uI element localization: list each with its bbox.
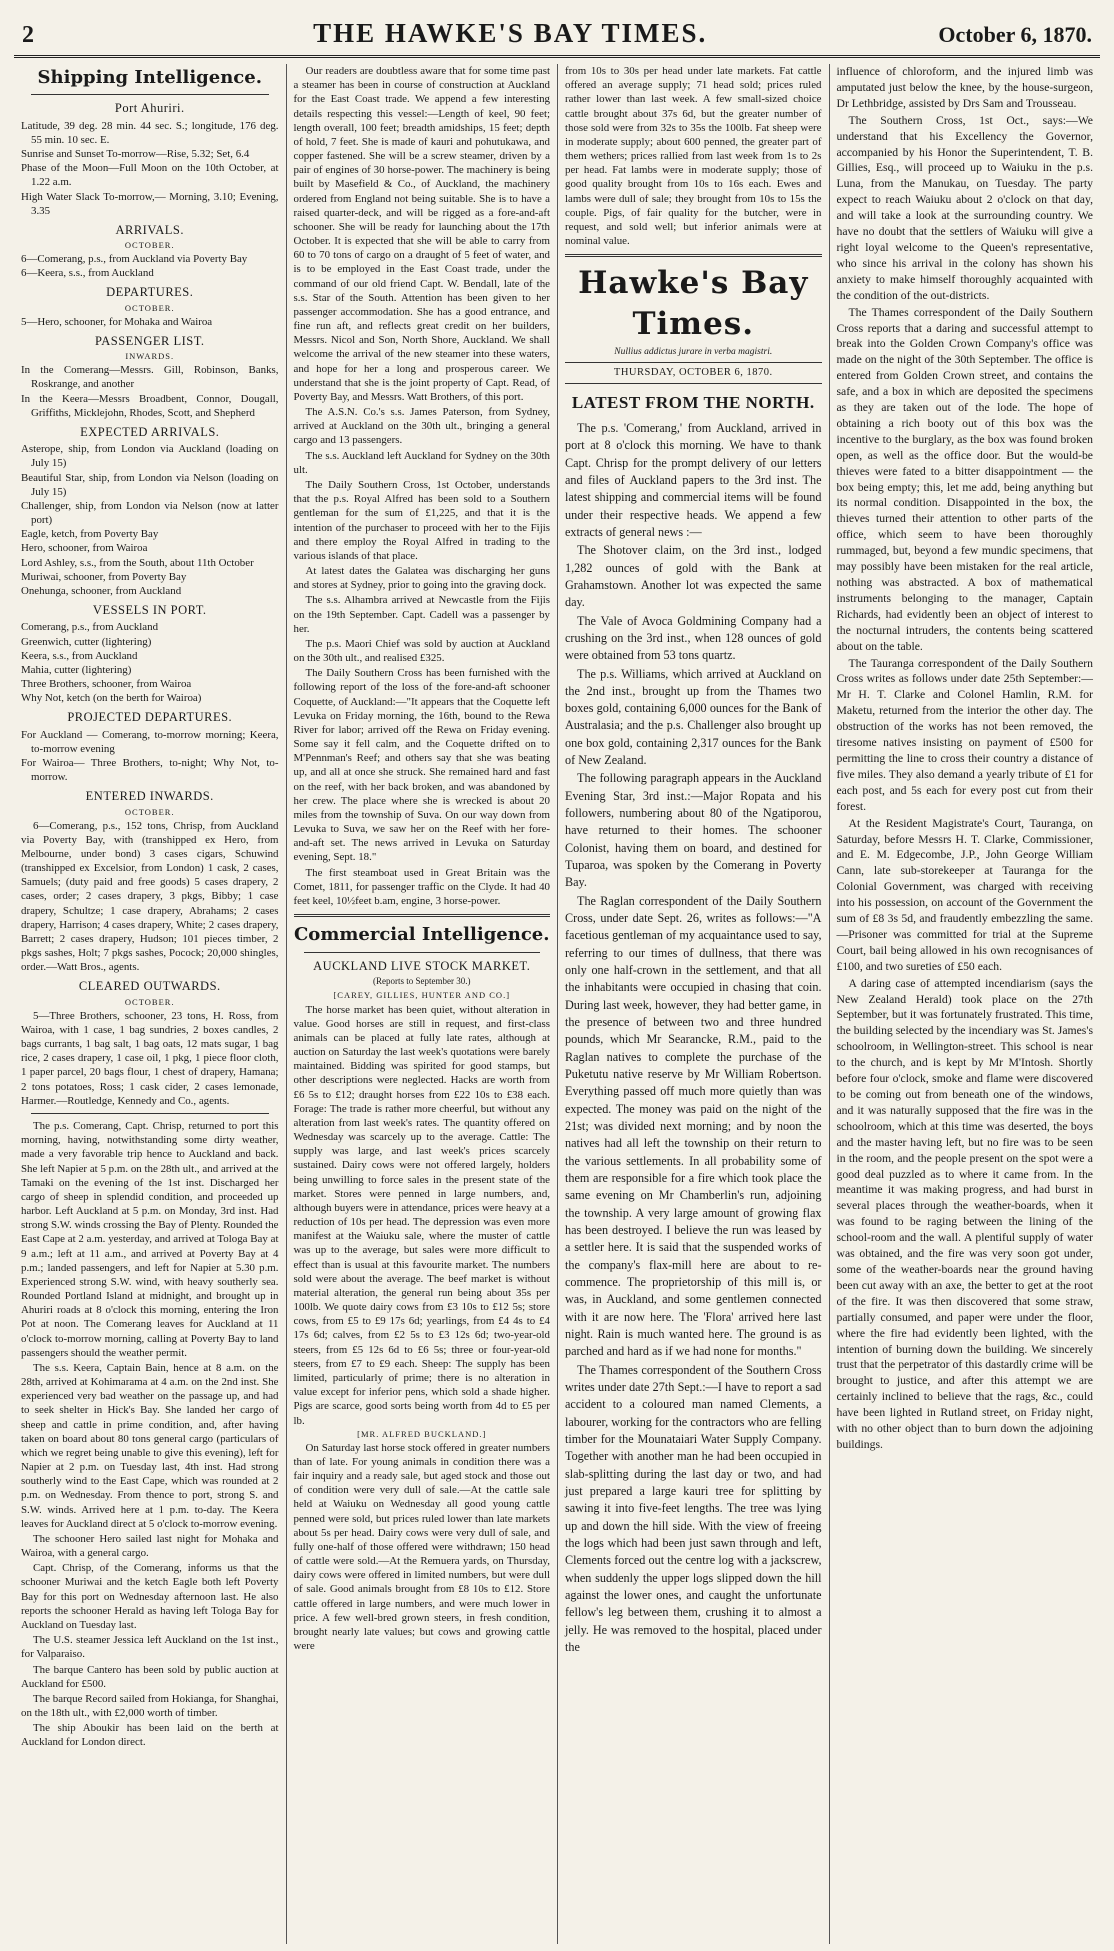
- lead-paragraph: The p.s. 'Comerang,' from Auckland, arrived in port at 8 o'clock this morning. We have to thank Capt. Chrisp for the prompt delivery of our letters and files of Auckland papers to the 3rd inst. The latest shipping and commercial items will be found under their respective heads. We append a few extracts of general news :—: [565, 420, 822, 539]
- port-line: Phase of the Moon—Full Moon on the 10th October, at 1.22 a.m.: [21, 162, 279, 189]
- article-paragraph: The Daily Southern Cross, 1st October, understands that the p.s. Royal Alfred has been sold to a Southern gentleman for the sum of £1,225, and that it is the intention of the purchaser to proceed with her to the Fijis and there employ the Royal Alfred in trading to the various islands of that place.: [293, 478, 550, 562]
- port-line: Latitude, 39 deg. 28 min. 44 sec. S.; longitude, 176 deg. 55 min. 10 sec. E.: [21, 119, 279, 146]
- arrivals-month: OCTOBER.: [124, 240, 175, 251]
- news-paragraph: The following paragraph appears in the Auckland Evening Star, 3rd inst.:—Major Ropata and his followers, numbering about 80 of the Ngatiporou, have returned to their homes. The schooner Colonist, having them on board, and destined for Tuparoa, was spoken by the Comerang in Poverty Bay.: [565, 771, 822, 890]
- entered-title: ENTERED INWARDS.: [85, 789, 214, 804]
- divider: [565, 254, 822, 257]
- latest-title: LATEST FROM THE NORTH.: [571, 392, 815, 412]
- article-paragraph: Our readers are doubtless aware that for some time past a steamer has been in course of construction at Auckland for the East Coast trade. We append a few interesting details respecting this vessel:—Length of keel, 90 feet; length overall, 100 feet; breadth amidships, 15 feet; depth of hold, 7 feet. She is made of kauri and pohutukawa, and copper fastened. She will be a screw steamer, driven by a pair of engines of 30 horse-power. The machinery is being built by Masefield & Co., of Auckland, the machinery ordered from England not being suitable. She is to have a raised quarter-deck, and will be rigged as a fore-and-aft schooner. She will be ready for launching about the 17th October. It is expected that she will be able to carry from 60 to 70 tons of cargo on a draught of 5 feet of water, and is to be employed in the East Coast trade, under the command of our old friend Capt. W. Bendall, late of the s.s. Star of the South. Attention has been given to her passenger accommodation. She has a good entrance, and fine run aft, and reflects great credit on her builders, Messrs. Nicol and Son, North Shore, Auckland. We shall welcome the arrival of the new steamer into these waters, and hope for her a long and prosperous career. We understand that she is the joint property of Capt. Read, of Poverty Bay, and Messrs. Watt Brothers, of this port.: [293, 65, 550, 403]
- masthead: [14, 18, 1100, 58]
- news-paragraph: The Vale of Avoca Goldmining Company had a crushing on the 3rd inst., when 128 ounces of gold were obtained from 53 tons quartz.: [565, 613, 822, 663]
- inport-item: Three Brothers, schooner, from Wairoa: [21, 678, 192, 691]
- inport-item: Greenwich, cutter (lightering): [21, 635, 152, 648]
- port-line: High Water Slack To-morrow,— Morning, 3.10; Evening, 3.35: [21, 190, 279, 217]
- news-paragraph: The p.s. Williams, which arrived at Auckland on the 2nd inst., brought up from the Thames two boxes gold, containing 6,000 ounces for the Bank of Australasia; and the p.s. Challenger also brought up one box gold, containing 2,317 ounces for the Bank of New Zealand.: [565, 666, 822, 768]
- port-line: Sunrise and Sunset To-morrow—Rise, 5.32; Set, 6.4: [21, 147, 250, 160]
- news-paragraph: The Tauranga correspondent of the Daily Southern Cross writes as follows under date 25th September:—Mr H. T. Clarke and Colonel Hamlin, R.M. for Maketu, returned from the interior the other day. The obstruction of the works has not been removed, the tiresome natives insisting on payment of £500 for permitting the line to cross their country a distance of five miles. They also demand a yearly tribute of £1 for each post, and 5s each for every post cut from their forest.: [836, 656, 1093, 813]
- article-paragraph: The s.s. Auckland left Auckland for Sydney on the 30th ult.: [293, 449, 550, 476]
- inport-item: Why Not, ketch (on the berth for Wairoa): [21, 692, 202, 705]
- divider: [31, 1113, 269, 1114]
- expected-title: EXPECTED ARRIVALS.: [80, 424, 220, 439]
- expected-item: Lord Ashley, s.s., from the South, about 11th October: [21, 556, 254, 569]
- news-paragraph: At the Resident Magistrate's Court, Tauranga, on Saturday, before Messrs H. T. Clarke, Commissioner, and E. M. Edgecombe, J.P., John George William Cann, late sub-storekeeper at Tauranga for the Colonial Government, was charged with receiving into his possession, on account of the Government the sum of £8 3s 5d, and fraudently embezzling the same.—Prisoner was committed for trial at the Supreme Court, bail being allowed in his own recognisances of £100, and two sureties of £50 each.: [836, 816, 1093, 973]
- news-paragraph: The Thames correspondent of the Southern Cross writes under date 27th Sept.:—I have to report a sad accident to a coloured man named Clements, a labourer, working for the contractors who are felling timber for the Mounataiari Water Supply Company. Together with another man he had been occupied in slab-splitting during the last day or two, and had just prepared a large kauri tree for splitting by sawing it into five-feet lengths. The tree was lying up and down the hill side. With the view of freeing the logs which had been just sawn through and left, Clements forced out the centre log with a jackscrew, when suddenly the upper logs slipped down the hill against the lower ones, and caught the unfortunate fellow's leg between them, crushing it to almost a jelly. He was removed to the hospital, placed under the: [565, 1362, 822, 1654]
- passenger-sub: INWARDS.: [125, 351, 175, 362]
- passenger-title: PASSENGER LIST.: [94, 333, 205, 348]
- inport-title: VESSELS IN PORT.: [92, 603, 207, 618]
- market-firm-2: [MR. ALFRED BUCKLAND.]: [357, 1428, 487, 1439]
- column-1: [14, 64, 286, 1944]
- market-title: AUCKLAND LIVE STOCK MARKET.: [313, 958, 531, 973]
- inport-item: Mahia, cutter (lightering): [21, 663, 132, 676]
- departure-item: 5—Hero, schooner, for Mohaka and Wairoa: [21, 315, 213, 328]
- paper-date: THURSDAY, OCTOBER 6, 1870.: [565, 362, 822, 384]
- shipping-paragraph: The s.s. Keera, Captain Bain, hence at 8 a.m. on the 28th, arrived at Kohimarama at 4 a.m. on the 2nd inst. She experienced very bad weather on the passage up, and had to seek shelter in Hick's Bay. She landed her cargo of sheep and cattle in prime condition, and, after having taken on board about 80 tons general cargo (particulars of which we regret being unable to give this evening), left for Napier at 2 p.m. on Tuesday last, 4th inst. Had strong southerly wind to the East Cape, which was rounded at 2 p.m. on Wednesday. From thence to port, strong S. and S.W. winds. Arrived here at 1 p.m. to-day. The Keera leaves for Auckland direct at 5 o'clock to-morrow evening.: [21, 1361, 279, 1530]
- article-paragraph: The Daily Southern Cross has been furnished with the following report of the loss of the fore-and-aft schooner Coquette, of Auckland:—"It appears that the Coquette left Levuka on Friday morning, the 16th, bound to the Rewa River for labor; arrived off the Rewa on Friday evening. Some say it fell calm, and the Coquette drifted on to M'Pennman's Reef; and others say that she was beating up, and all at once she struck. She remained hard and fast on the reef, with her back broken, and was abandoned by her crew. The place where she is wrecked is about 20 miles from the township of Suva. On our way down from Levuka to Suva, we saw her on the Reef with her fore-and-aft set. The news arrived in Levuka on Saturday evening, Sept. 18.": [293, 667, 550, 864]
- divider: [304, 952, 541, 953]
- motto: Nullius addictus jurare in verba magistri.: [614, 346, 773, 357]
- arrivals-title: ARRIVALS.: [115, 222, 185, 237]
- newspaper-title: THE HAWKE'S BAY TIMES.: [313, 18, 708, 48]
- divider: [31, 94, 269, 95]
- shipping-paragraph: The barque Record sailed from Hokianga, for Shanghai, on the 18th ult., with £2,000 worth of timber.: [21, 1692, 279, 1720]
- shipping-paragraph: The barque Cantero has been sold by public auction at Auckland for £500.: [21, 1663, 279, 1690]
- passenger-item: In the Keera—Messrs Broadbent, Connor, Dougall, Griffiths, Micklejohn, Rhodes, Scott, and Shepherd: [21, 392, 279, 419]
- page-number: 2: [22, 22, 34, 48]
- news-paragraph: The Thames correspondent of the Daily Southern Cross reports that a daring and successful attempt to break into the Golden Crown Company's office was made on the night of the 30th September. The office is entered from Golden Crown street, and contains the safe, and a box in which are deposited the specimens as they are taken out of the lode. The hope of obtaining a rich booty out of this box was the incentive to the burglary, as the box was found broken open, as well as the office door. But the would-be thieves were fated to a bitter disappointment — the box being empty; this, let me add, being anything but its normal condition. Disappointed in the box, the thieves turned their attention to other parts of the office, which seem to have been thoroughly rummaged, but, beyond a few mundic specimens, that may possibly have been mistaken for the real article, nothing was abstracted. A box of mathematical instruments belonging to the manager, Captain Richards, had evidently been an object of interest to the nocturnal intruders, the contents being scattered about on the table.: [836, 305, 1093, 653]
- shipping-paragraph: The schooner Hero sailed last night for Mohaka and Wairoa, with a general cargo.: [21, 1532, 279, 1560]
- projected-item: For Auckland — Comerang, to-morrow morning; Keera, to-morrow evening: [21, 728, 279, 755]
- news-paragraph: The Raglan correspondent of the Daily Southern Cross, under date Sept. 26, writes as follows:—"A facetious gentleman of my acquaintance used to say, referring to our times of dullness, that there was only one half-crown in the settlement, and that all the inhabitants were occupied in chasing that coin. During last week, however, they had better game, in the presence of between two and three hundred pounds, which Mr Searancke, R.M., paid to the Raglan natives to complete the purchase of the Puketutu native reserve by Mr William Robertson. Everything passed off much more quietly than was expected. The money was paid on the night of the 21st; was divided next morning; and by noon the natives had all left the township on their return to the various settlements. In all probability some of them are responsible for a fire which took place the same evening on Mr Chamberlin's run, adjoining the township. A very large amount of growing flax has been destroyed. I believe the run was leased by a settler here. It is said that the suspended works of the company's flax-mill here are about to re-commence. The proprietorship of this mill is, or was, in Auckland, and some gentlemen connected with it are now here. The 'Flora' arrived here last night. Rain is much wanted here. The ground is as parched and hard as if we had none for months.": [565, 893, 822, 1359]
- market-firm: [CAREY, GILLIES, HUNTER AND CO.]: [333, 990, 511, 1001]
- entered-month: OCTOBER.: [124, 806, 175, 817]
- article-paragraph: The p.s. Maori Chief was sold by auction at Auckland on the 30th ult., and realised £325.: [293, 637, 550, 665]
- expected-item: Beautiful Star, ship, from London via Nelson (loading on July 15): [21, 471, 279, 498]
- arrival-item: 6—Comerang, p.s., from Auckland via Poverty Bay: [21, 253, 248, 266]
- shipping-paragraph: The U.S. steamer Jessica left Auckland on the 1st inst., for Valparaiso.: [21, 1634, 279, 1661]
- article-paragraph: At latest dates the Galatea was discharging her guns and stores at Sydney, prior to going into the graving dock.: [293, 565, 550, 592]
- market-note: (Reports to September 30.): [373, 975, 471, 986]
- projected-item: For Wairoa— Three Brothers, to-night; Why Not, to-morrow.: [21, 756, 279, 784]
- paper-title: Hawke's Bay Times.: [578, 265, 809, 342]
- departures-month: OCTOBER.: [124, 302, 175, 313]
- expected-item: Muriwai, schooner, from Poverty Bay: [21, 570, 187, 583]
- article-paragraph: The first steamboat used in Great Britain was the Comet, 1811, for passenger traffic on the Clyde. It had 40 feet keel, 10½feet b.am, engine, 3 horse-power.: [293, 866, 550, 907]
- port-name: Port Ahuriri.: [114, 101, 185, 116]
- article-paragraph: The s.s. Alhambra arrived at Newcastle from the Fijis on the 19th September. Capt. Cadell was a passenger by her.: [293, 594, 550, 635]
- expected-item: Hero, schooner, from Wairoa: [21, 542, 148, 555]
- cleared-title: CLEARED OUTWARDS.: [78, 979, 221, 994]
- columns: [14, 64, 1100, 1944]
- arrival-item: 6—Keera, s.s., from Auckland: [21, 267, 154, 280]
- cleared-item: 5—Three Brothers, schooner, 23 tons, H. Ross, from Wairoa, with 1 case, 1 bag sundries, 2 boxes candles, 2 bags currants, 1 bag salt, 1 bag oats, 12 mats sugar, 1 bag rice, 2 cases drapery, 1 case oil, 1 pkg, 1 piece floor cloth, 1 paper parcel, 20 bags flour, 1 chest of drapery, Hamana; 2 tons potatoes, Ross; 1 cask cider, 2 cases lemonade, Harmer.—Routledge, Kennedy and Co., agents.: [21, 1009, 279, 1107]
- projected-title: PROJECTED DEPARTURES.: [67, 710, 233, 725]
- divider: [294, 914, 551, 917]
- news-paragraph: The Shotover claim, on the 3rd inst., lodged 1,282 ounces of gold with the Bank at Grahamstown. Another lot was expected the same day.: [565, 543, 822, 610]
- departures-title: DEPARTURES.: [106, 285, 194, 300]
- expected-item: Asterope, ship, from London via Auckland (loading on July 15): [21, 443, 279, 470]
- commercial-heading: Commercial Intelligence.: [293, 924, 550, 946]
- news-paragraph: influence of chloroform, and the injured limb was amputated just below the knee, by the house-surgeon, Dr Lethbridge, assisted by Drs Sam and Trousseau.: [836, 65, 1093, 110]
- shipping-paragraph: The p.s. Comerang, Capt. Chrisp, returned to port this morning, having, notwithstanding some dirty weather, made a very favorable trip hence to Auckland and back. She left Napier at 5 p.m. on the 28th ult., and arrived at the Tamaki on the evening of the 1st inst. Discharged her cargo of sheep in splendid condition, and proceeded up harbor. Left Auckland at 5 p.m. on Monday, 3rd inst. Had strong S.W. winds crossing the Bay of Plenty. Rounded the East Cape at 2 a.m. yesterday, and arrived at Tologa Bay at 9 a.m.; left at 11 a.m., and arrived at Poverty Bay at 4 p.m.; landed passengers, and left for Napier at 5.30 p.m. Experienced strong S.W. wind, with heavy southerly sea. Rounded Portland Island at midnight, and brought up in Ahuriri roads at 8 o'clock this morning, entering the Iron Pot at noon. The Comerang leaves for Auckland at 11 o'clock to-morrow morning, calling at Poverty Bay to land passengers should the weather permit.: [21, 1119, 279, 1359]
- column-3: [557, 64, 829, 1944]
- market-tail: from 10s to 30s per head under late markets. Fat cattle offered an average supply; 71 head sold; prices ruled rather lower than last week. A few small-sized choice cattle brought about 37s 6d, but the greater number of those sold were from 32s to 35s the 100lb. Fat sheep were in moderate supply; about 600 penned, the greater part of them wethers; prices rallied from last week from 1s to 2s per head. Fat lambs were in moderate supply; those of good quality brought from 10s to 16s each. Ewes and lambs were dull of sale; they brought from 10s to 15s the couple. Pigs, of fair quality for the butcher, were in request, and sold well; but inferior animals were at nominal value.: [565, 65, 822, 248]
- article-paragraph: The A.S.N. Co.'s s.s. James Paterson, from Sydney, arrived at Auckland on the 30th ult., bringing a general cargo and 13 passengers.: [293, 406, 550, 447]
- shipping-heading: Shipping Intelligence.: [37, 67, 262, 88]
- expected-item: Onehunga, schooner, from Auckland: [21, 584, 182, 597]
- cleared-month: OCTOBER.: [124, 996, 175, 1007]
- entered-item: 6—Comerang, p.s., 152 tons, Chrisp, from Auckland via Poverty Bay, with (transhipped ex Hero, from Melbourne, under bond) 3 cases cigars, Schuwind (transhipped ex Excelsior, from London) 1 cask, 2 cases, Samuels; (duty paid and free goods) 5 cases drapery, 2 cases, order; 2 cases drapery, 3 pkgs, Bibby; 1 case drapery, Schultze; 1 case drapery, Abrahams; 2 cases drapery, Harrison; 4 cases drapery, White; 2 cases drapery, Barrett; 2 cases drapery, Hudson; 101 pieces timber, 2 pkgs sashes, Holt; 7 pkgs sashes, Pocock; 20,000 shingles, order.—Watt Bros., agents.: [21, 819, 279, 974]
- market-paragraph: On Saturday last horse stock offered in greater numbers than of late. For young animals in condition there was a fair inquiry and a ready sale, but aged stock and those out of condition were very dull of sale.—At the cattle sale held at Waiuku on Wednesday all good young cattle penned were sold, but prices ruled lower than late markets about 5s per head. Dairy cows were very dull of sale, and fully one-half of those offered were withdrawn; 150 head of cattle were sold.—At the Remuera yards, on Thursday, dairy cows were offered in limited numbers, but were dull of sale. Good animals brought from £8 10s to £12. Store cattle offered in large numbers, and were much lower in price. A few well-bred grown steers, in fresh condition, brought nearly late values; but cows and growing cattle were: [293, 1441, 550, 1653]
- inport-item: Comerang, p.s., from Auckland: [21, 621, 159, 634]
- shipping-paragraph: Capt. Chrisp, of the Comerang, informs us that the schooner Muriwai and the ketch Eagle both left Poverty Bay for this port on Wednesday afternoon last. He also reports the schooner Herald as having left Tologa Bay for Auckland on Tuesday last.: [21, 1562, 279, 1631]
- column-2: [286, 64, 558, 1944]
- news-paragraph: The Southern Cross, 1st Oct., says:—We understand that his Excellency the Governor, accompanied by his Honor the Superintendent, T. B. Gillies, Esq., will proceed up to Waiuku in the p.s. Luna, from the Manukau, on Tuesday. The party expect to reach Waiuku about 2 o'clock on that day, and will take a look at the surrounding country. We have no doubt that the settlers of Waiuku will give a right loyal welcome to the Queen's representative, who since his arrival in the colony has shown his anxiety to make himself thoroughly acquainted with the condition of the out-districts.: [836, 113, 1093, 302]
- column-4: [829, 64, 1101, 1944]
- news-paragraph: A daring case of attempted incendiarism (says the New Zealand Herald) took place on the 27th September, but it was fortunately frustrated. This time, the building selected by the incendiary was St. James's schoolroom, in Wellington-street. This school is near to the church, and is kept by Mr M'Intosh. Shortly before four o'clock, smoke and flame were discovered to be coming out from beneath one of the windows, and it was naturally supposed that the fire was in the schoolroom, which at this time was deserted, the boys and the master having left, but no fire was to be seen in the room, and the people present on the spot were a good deal puzzled as to where it came from. In the meantime it was making progress, and had burst in several places through the weather-boards, when it was found to be raging between the lining of the school-room and the wall. A plentiful supply of water was obtained, and the fire was very soon got under, some of the weather-boards near the ground having been cut away with an axe, the better to get at the root of the fire. It was then discovered that some straw, partially consumed, and paper were under the floor, where the fire had evidently been lighted, with the intention of burning down the building. We sincerely trust that the perpetrator of this dastardly crime will be brought to justice, and after this attempt we are certainly inclined to believe that the rags, &c., could have been lighted in Rutland street, on Friday night, with no other object than to burn down the adjoining buildings.: [836, 976, 1093, 1451]
- passenger-item: In the Comerang—Messrs. Gill, Robinson, Banks, Roskrange, and another: [21, 364, 279, 391]
- port-info: [21, 119, 279, 218]
- expected-item: Challenger, ship, from London via Nelson (now at latter port): [21, 499, 279, 527]
- shipping-paragraph: The ship Aboukir has been laid on the berth at Auckland for London direct.: [21, 1722, 279, 1749]
- expected-item: Eagle, ketch, from Poverty Bay: [21, 528, 159, 541]
- inport-item: Keera, s.s., from Auckland: [21, 649, 138, 662]
- market-paragraph: The horse market has been quiet, without alteration in value. Good horses are still in request, and first-class animals can be placed at fully late rates, although at auction on Saturday the last week's quotations were barely maintained. Bidding was spirited for good stamps, but other descriptions were neglected. Hacks are worth from £6 5s to £12; draught horses from £22 10s to £38 each. Forage: The trade is rather more cheerful, but without any alteration from last week's rates. The quantity offered on Wednesday was scarcely up to the average. Cattle: The supply was large, and last week's prices scarcely sustained. Dairy cows were not offered largely, holders being unwilling to force sales in the present state of the market. Stores were penned in large numbers, and, although buyers were in attendance, prices were heavy at a reduction of 10s per head. The depression was even more manifest at the Waiuku sale, where the muster of cattle was up to the average, but sales were more difficult to effect than is usual at this favourite market. The numbers sold were about the average. The beef market is without material alteration, the general run being about 35s per 100lb. We quote dairy cows from £3 10s to £12 5s; store cows, from £5 to £9 17s 6d; yearlings, from £4 4s to £4 17s 6d; calves, from £2 5s to £3 12s 6d; two-year-old steers, from £5 12s 6d to £6 5s; three or four-year-old steers, from £7 to £9 each. Sheep: The supply has been limited, particularly of prime; there is no alteration in value except for inferior pens, which sold a shade higher. Pigs are scarce, good sorts being worth from 4d to £5 per lb.: [293, 1003, 550, 1427]
- issue-date: October 6, 1870.: [938, 22, 1092, 47]
- news-items: [565, 542, 822, 1656]
